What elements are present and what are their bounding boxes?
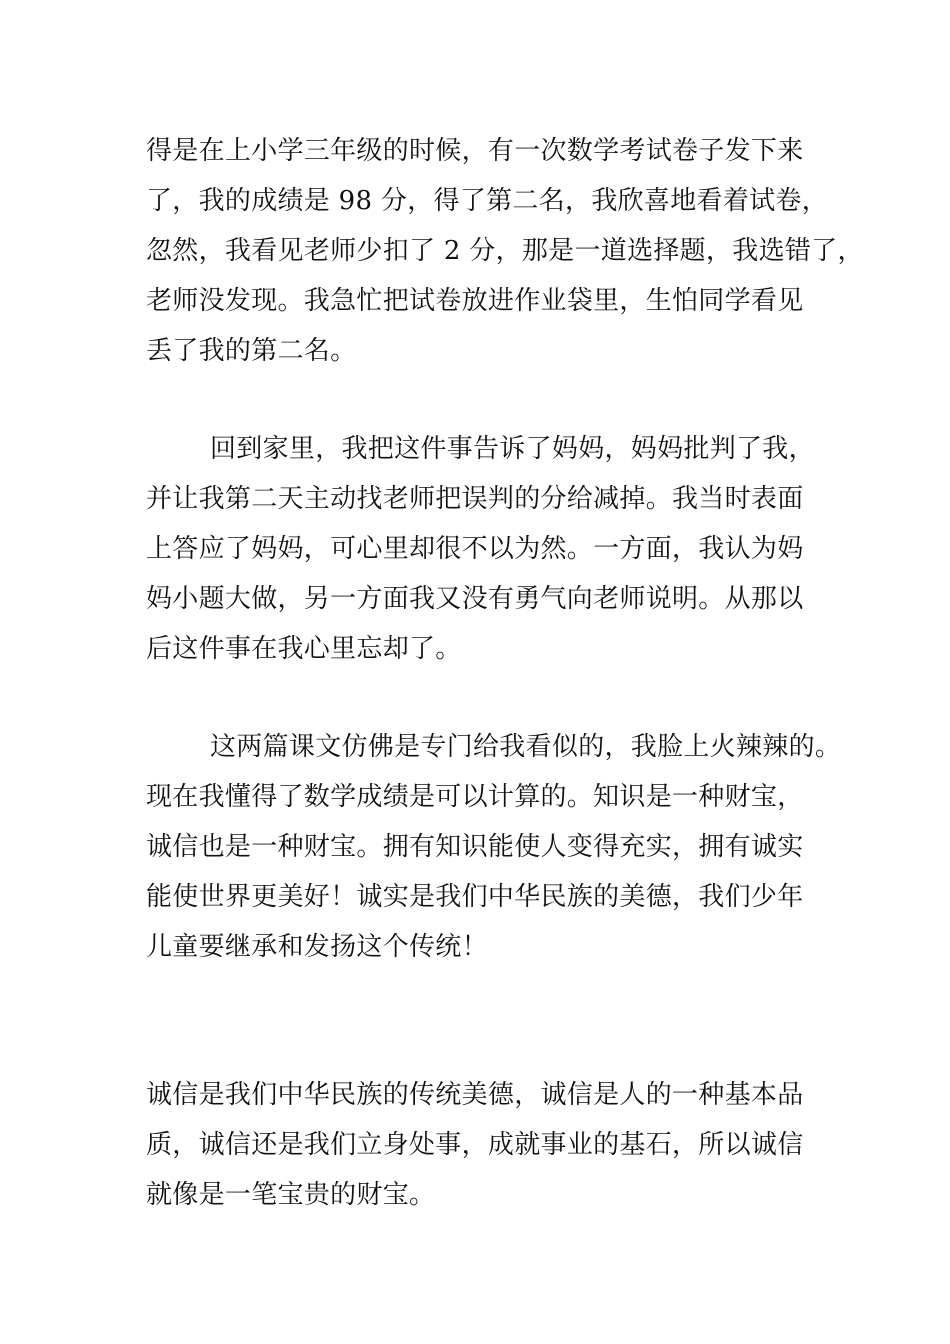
paragraph-3-line-3: 诚信也是一种财宝。拥有知识能使人变得充实，拥有诚实 (146, 832, 804, 862)
paragraph-1-line-5: 丢了我的第二名。 (146, 336, 357, 366)
paragraph-2-line-5: 后这件事在我心里忘却了。 (146, 634, 462, 664)
paragraph-1-line-4: 老师没发现。我急忙把试卷放进作业袋里，生怕同学看见 (146, 286, 804, 316)
paragraph-2-line-4: 妈小题大做，另一方面我又没有勇气向老师说明。从那以 (146, 584, 804, 614)
paragraph-2-line-3: 上答应了妈妈，可心里却很不以为然。一方面，我认为妈 (146, 534, 804, 564)
paragraph-1-line-2: 了，我的成绩是 98 分，得了第二名，我欣喜地看着试卷， (146, 186, 829, 216)
paragraph-4-line-3: 就像是一笔宝贵的财宝。 (146, 1180, 436, 1210)
paragraph-2-line-2: 并让我第二天主动找老师把误判的分给减掉。我当时表面 (146, 484, 804, 514)
paragraph-3-line-4: 能使世界更美好！诚实是我们中华民族的美德，我们少年 (146, 882, 804, 912)
paragraph-3-line-5: 儿童要继承和发扬这个传统！ (146, 932, 488, 962)
paragraph-1-line-1: 得是在上小学三年级的时候，有一次数学考试卷子发下来 (146, 136, 804, 166)
paragraph-1-line-3: 忽然，我看见老师少扣了 2 分，那是一道选择题，我选错了， (146, 236, 864, 266)
paragraph-4-line-2: 质，诚信还是我们立身处事，成就事业的基石，所以诚信 (146, 1130, 804, 1160)
paragraph-3-line-1: 这两篇课文仿佛是专门给我看似的，我脸上火辣辣的。 (210, 732, 842, 762)
paragraph-2-line-1: 回到家里，我把这件事告诉了妈妈，妈妈批判了我， (210, 434, 815, 464)
paragraph-3-line-2: 现在我懂得了数学成绩是可以计算的。知识是一种财宝， (146, 782, 804, 812)
paragraph-4-line-1: 诚信是我们中华民族的传统美德，诚信是人的一种基本品 (146, 1080, 804, 1110)
